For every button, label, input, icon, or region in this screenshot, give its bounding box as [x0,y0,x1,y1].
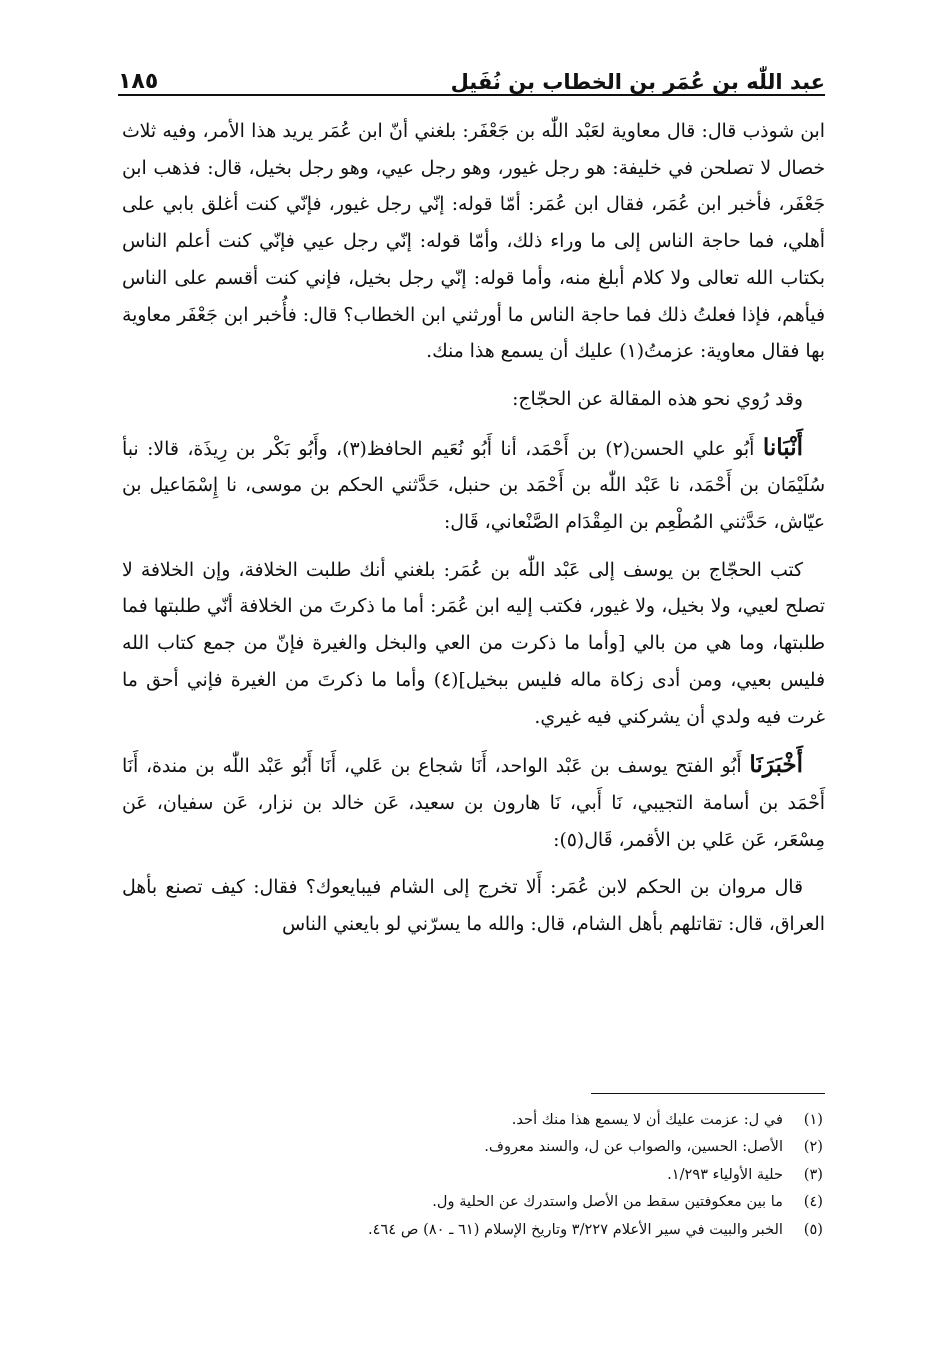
paragraph [122,870,825,943]
page-number: ١٨٥ [118,69,159,94]
transmission-keyword: أَنْبَانا [762,433,803,461]
paragraph-text: وقد رُوي نحو هذه المقالة عن الحجّاج: [512,388,803,410]
footnote-number: (٢) [803,1138,823,1156]
paragraph-text: ابن شوذب قال: قال معاوية لعَبْد اللّٰه بن جَعْفَر: بلغني أنّ ابن عُمَر يريد هذا الأمر، وفيه ثلاث خصال لا تصلحن في خليفة: هو رجل غيور، وهو رجل عيي، وهو رجل بخيل، قال: فذهب ابن جَعْفَر، فأخبر ابن عُمَر، فقال ابن عُمَر: أمّا قوله: إنّي رجل غيور، فإنّي كنت أغلق بابي على أهلي، فما حاجة الناس إلى ما وراء ذلك، وأمّا قوله: إنّي رجل عيي فإنّي كنت أعلم الناس بكتاب الله تعالى ولا كلام أبلغ منه، وأما قوله: إنّي رجل بخيل، فإني كنت أقسم على الناس فيأهم، فإذا فعلتُ ذلك فما حاجة الناس ما أورثني ابن الخطاب؟ قال: فأُخبر ابن جَعْفَر معاوية بها فقال معاوية: عزمتُ(١) عليك أن يسمع هذا منك. [122,121,825,363]
isnad-paragraph [122,747,825,859]
footnote [122,1133,825,1160]
footnote-number: (٤) [803,1193,823,1211]
isnad-paragraph [122,430,825,542]
main-text [122,114,825,955]
running-header [118,52,825,94]
footnote-text: الأصل: الحسين، والصواب عن ل، والسند معروف. [484,1138,783,1156]
footnote [122,1161,825,1188]
footnote-text: في ل: عزمت عليك أن لا يسمع هذا منك أحد. [511,1111,783,1128]
paragraph [122,382,825,419]
header-rule [118,94,825,96]
paragraph-text: كتب الحجّاج بن يوسف إلى عَبْد اللّٰه بن عُمَر: بلغني أنك طلبت الخلافة، وإن الخلافة لا تصلح لعيي، ولا بخيل، ولا غيور، فكتب إليه ابن عُمَر: أما ما ذكرتَ من الخلافة أنّي طلبتها فما طلبتها، وما هي من بالي [وأما ما ذكرت من العي والبخل والغيرة فإنّ من جمع كتاب الله فليس بعيي، ومن أدى زكاة ماله فليس ببخيل](٤) وأما ما ذكرتَ من الغيرة فإني أحق ما غرت فيه ولدي أن يشركني فيه غيري. [122,559,825,728]
footnote-text: الخبر والبيت في سير الأعلام ٣/٢٢٧ وتاريخ الإسلام (٦١ ـ ٨٠) ص ٤٦٤. [368,1220,783,1238]
paragraph [122,114,825,371]
footnote-number: (١) [803,1111,823,1128]
footnote-number: (٣) [803,1165,823,1183]
paragraph [122,553,825,737]
paragraph-text: أَبُو علي الحسن(٢) بن أَحْمَد، أنا أَبُو نُعَيم الحافظ(٣)، وأَبُو بَكْر بن رِيذَة، قالا: نبأ سُلَيْمَان بن أَحْمَد، نا عَبْد اللّٰه بن أَحْمَد بن حنبل، حَدَّثني الحكم بن موسى، نا إِسْمَاعيل بن عيّاش، حَدَّثني المُطْعِم بن المِقْدَام الصَّنْعاني، قَال: [122,438,825,534]
header-title: عبد اللّٰه بن عُمَر بن الخطاب بن نُفَيل [450,70,825,94]
footnote [122,1106,825,1133]
footnotes [122,1106,825,1243]
footnote-text: حلية الأولياء ١/٢٩٣. [667,1165,783,1183]
footnote [122,1188,825,1215]
footnote-number: (٥) [803,1220,823,1238]
paragraph-text: قال مروان بن الحكم لابن عُمَر: أَلا تخرج إلى الشام فيبايعوك؟ فقال: كيف تصنع بأهل العراق، قال: تقاتلهم بأهل الشام، قال: والله ما يسرّني لو بايعني الناس [122,877,825,936]
footnote-rule [591,1093,825,1094]
transmission-keyword: أَخْبَرَنَا [749,751,803,779]
footnote-text: ما بين معكوفتين سقط من الأصل واستدرك عن الحلية ول. [432,1193,783,1211]
footnote [122,1216,825,1243]
paragraph-text: أَبُو الفتح يوسف بن عَبْد الواحد، أَنَا شجاع بن عَلي، أَنَا أَبُو عَبْد اللّٰه بن مندة، أَنَا أَحْمَد بن أسامة التجيبي، نَا أَبي، نَا هارون بن سعيد، عَن خالد بن نزار، عَن سفيان، عَن مِسْعَر، عَن عَلي بن الأقمر، قَال(٥): [122,756,825,851]
